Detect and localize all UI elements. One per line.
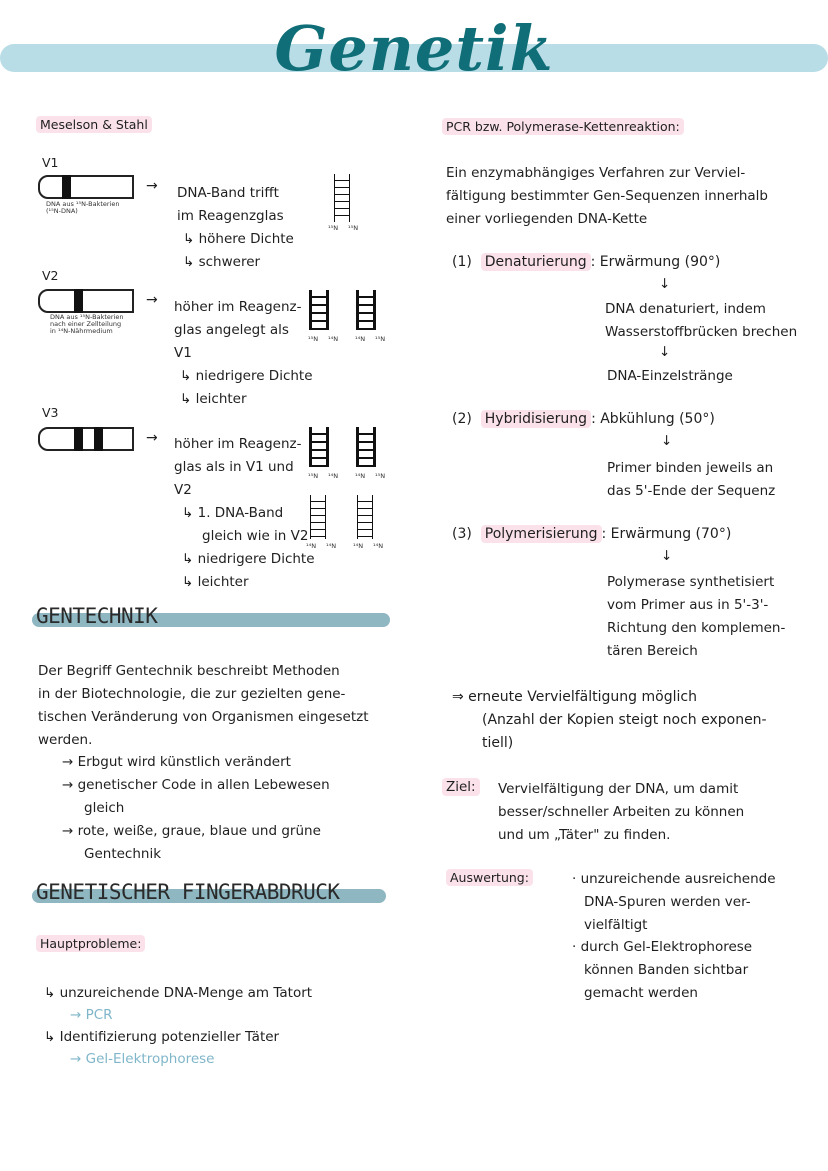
v3-ladder-d — [357, 495, 373, 539]
v2-tube — [38, 289, 134, 313]
v3-ladder-label: ¹⁵N — [375, 472, 386, 480]
v1-caption: DNA aus ¹⁵N-Bakterien (¹⁵N-DNA) — [46, 200, 120, 215]
v2-caption: DNA aus ¹⁵N-Bakterien nach einer Zellteilung in ¹⁴N-Nährmedium — [50, 313, 124, 335]
v1-ladder-label-b: ¹⁵N — [348, 224, 359, 232]
gentechnik-bullets: → Erbgut wird künstlich verändert → genetischer Code in allen Lebewesen gleich → rote, weiße, graue, blaue und grüne Gentechnik — [62, 754, 330, 862]
v3-label: V3 — [42, 405, 59, 420]
fingerabdruck-items: ↳ unzureichende DNA-Menge am Tatort → PCR ↳ Identifizierung potenzieller Täter → Gel-Elektrophorese — [44, 985, 313, 1067]
step1-arrow2: ↓ — [659, 344, 671, 360]
v3-ladder-label: ¹⁴N — [353, 542, 364, 550]
pcr-conclusion: ⇒ erneute Vervielfältigung möglich (Anzahl der Kopien steigt noch exponen- tiell) — [452, 689, 767, 751]
v1-ladder-label-a: ¹⁵N — [328, 224, 339, 232]
step1-arrow: ↓ — [659, 276, 671, 292]
v1-band — [62, 175, 71, 199]
v1-label: V1 — [42, 155, 59, 170]
step3-arrow: ↓ — [661, 548, 673, 564]
v2-ladder-label: ¹⁴N — [355, 335, 366, 343]
v3-ladder-label: ¹⁴N — [326, 542, 337, 550]
gentechnik-heading: GENTECHNIK — [36, 604, 158, 628]
v2-ladder-a — [309, 290, 329, 330]
v1-arrow: → — [146, 178, 158, 194]
v3-text: höher im Reagenz- glas als in V1 und V2 ↳ 1. DNA-Band gleich wie in V2 ↳ niedrigere Dichte ↳ leichter — [174, 436, 315, 590]
v3-tube — [38, 427, 134, 451]
ziel-label: Ziel: — [442, 779, 480, 795]
v3-band-2 — [94, 427, 103, 451]
auswertung-2: · durch Gel-Elektrophorese können Banden sichtbar gemacht werden — [572, 939, 753, 1001]
step2-result: Primer binden jeweils an das 5'-Ende der Sequenz — [607, 460, 776, 499]
v3-arrow: → — [146, 430, 158, 446]
fingerabdruck-heading: GENETISCHER FINGERABDRUCK — [36, 880, 340, 904]
page-title: Genetik — [274, 12, 554, 85]
step2-arrow: ↓ — [661, 433, 673, 449]
step2-row: (2) Hybridisierung : Abkühlung (50°) — [452, 411, 715, 427]
v3-ladder-c — [310, 495, 326, 539]
v2-arrow: → — [146, 292, 158, 308]
auswertung-1: · unzureichende ausreichende DNA-Spuren werden ver- vielfältigt — [572, 871, 776, 933]
v2-ladder-label: ¹⁴N — [328, 335, 339, 343]
auswertung-label: Auswertung: — [446, 870, 533, 885]
pcr-heading: PCR bzw. Polymerase-Kettenreaktion: — [442, 119, 684, 134]
v3-ladder-a — [309, 427, 329, 467]
step1-row: (1) Denaturierung : Erwärmung (90°) — [452, 254, 721, 270]
v3-ladder-label: ¹⁴N — [373, 542, 384, 550]
v2-ladder-b — [356, 290, 376, 330]
meselson-heading: Meselson & Stahl — [36, 117, 152, 132]
v3-band-1 — [74, 427, 83, 451]
v3-ladder-label: ¹⁴N — [306, 542, 317, 550]
v2-text: höher im Reagenz- glas angelegt als V1 ↳ niedrigere Dichte ↳ leichter — [174, 299, 313, 407]
ziel-text: Vervielfältigung der DNA, um damit besser/schneller Arbeiten zu können und um „Täter" zu finden. — [498, 781, 745, 843]
v3-ladder-label: ¹⁵N — [308, 472, 319, 480]
v1-tube — [38, 175, 134, 199]
pcr-intro: Ein enzymabhängiges Verfahren zur Verviel- fältigung bestimmter Gen-Sequenzen innerhalb einer vorliegenden DNA-Kette — [446, 165, 768, 227]
v1-ladder — [334, 174, 350, 222]
gentechnik-paragraph: Der Begriff Gentechnik beschreibt Methoden in der Biotechnologie, die zur gezielten gene- tischen Veränderung von Organismen eingesetzt werden. — [38, 663, 369, 748]
v1-text: DNA-Band trifft im Reagenzglas ↳ höhere Dichte ↳ schwerer — [177, 185, 294, 270]
v3-ladder-label: ¹⁴N — [328, 472, 339, 480]
v2-label: V2 — [42, 268, 59, 283]
hauptprobleme-heading: Hauptprobleme: — [36, 936, 145, 951]
v3-ladder-label: ¹⁴N — [355, 472, 366, 480]
v2-ladder-label: ¹⁵N — [375, 335, 386, 343]
v2-band — [74, 289, 83, 313]
step1-result2: DNA-Einzelstränge — [607, 368, 733, 384]
v3-ladder-b — [356, 427, 376, 467]
step3-row: (3) Polymerisierung : Erwärmung (70°) — [452, 526, 732, 542]
v2-ladder-label: ¹⁵N — [308, 335, 319, 343]
step3-result: Polymerase synthetisiert vom Primer aus in 5'-3'- Richtung den komplemen- tären Bereich — [607, 574, 786, 659]
step1-result: DNA denaturiert, indem Wasserstoffbrücken brechen — [605, 301, 798, 340]
